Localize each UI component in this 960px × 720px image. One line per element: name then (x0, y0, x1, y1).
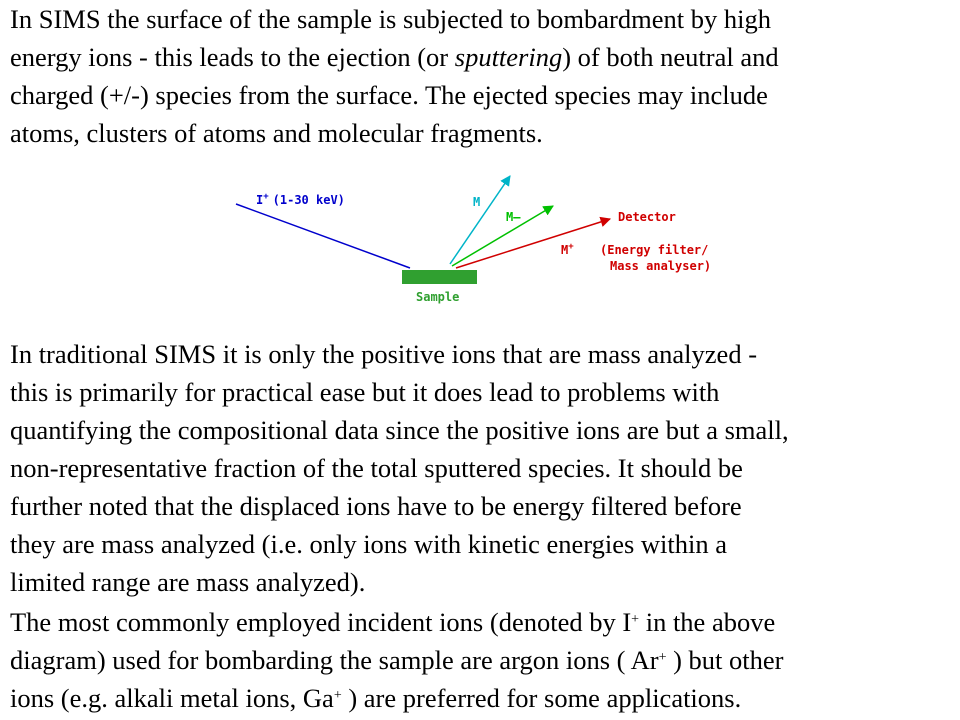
incident-ions-line-2-a: diagram) used for bombarding the sample are argon ions ( Ar (10, 645, 659, 675)
traditional-line-1: In traditional SIMS it is only the positive ions that are mass analyzed - (10, 339, 758, 369)
negative-label: M– (506, 210, 521, 224)
incident-beam (236, 204, 410, 268)
traditional-paragraph (10, 335, 955, 601)
incident-ions-paragraph (10, 603, 955, 717)
traditional-line-7: limited range are mass analyzed). (10, 567, 366, 597)
incident-ions-line-2 (10, 641, 955, 679)
sims-diagram (220, 160, 750, 310)
positive-ejection-arrow (456, 219, 610, 268)
traditional-line-5: further noted that the displaced ions have to be energy filtered before (10, 491, 742, 521)
filter-label-line1: (Energy filter/ (600, 243, 709, 257)
traditional-line-4: non-representative fraction of the total sputtered species. It should be (10, 453, 743, 483)
incident-ions-line-3-b: ) are preferred for some applications. (341, 683, 742, 713)
detector-label: Detector (618, 210, 676, 224)
sputtering-term: sputtering (454, 42, 563, 72)
traditional-line-6: they are mass analyzed (i.e. only ions with kinetic energies within a (10, 529, 728, 559)
traditional-line-3: quantifying the compositional data since the positive ions are but a small, (10, 415, 789, 445)
ion-charge-sup: + (631, 612, 640, 627)
incident-label: I+ (1-30 keV) (256, 192, 345, 207)
intro-line-1: In SIMS the surface of the sample is subjected to bombardment by high (10, 4, 771, 34)
negative-ejection-arrow (452, 206, 553, 266)
argon-charge-sup: + (658, 650, 667, 665)
incident-ions-line-3-a: ions (e.g. alkali metal ions, Ga (10, 683, 334, 713)
incident-ions-line-1-a: The most commonly employed incident ions (denoted by I (10, 607, 632, 637)
intro-line-2-end: ) of both neutral and (562, 42, 779, 72)
traditional-line-2: this is primarily for practical ease but it does lead to problems with (10, 377, 720, 407)
filter-label-line2: Mass analyser) (610, 259, 712, 273)
incident-ions-line-3 (10, 679, 955, 717)
incident-ions-line-1 (10, 603, 955, 641)
intro-line-2 (10, 38, 955, 76)
intro-line-3: charged (+/-) species from the surface. The ejected species may include (10, 80, 768, 110)
incident-ions-line-1-b: in the above (639, 607, 776, 637)
sample-block (402, 270, 477, 284)
gallium-charge-sup: + (333, 688, 342, 703)
neutral-label: M (473, 195, 481, 209)
intro-line-4: atoms, clusters of atoms and molecular fragments. (10, 118, 543, 148)
neutral-ejection-arrow (450, 176, 510, 264)
positive-label: M+ (561, 242, 574, 257)
incident-ions-line-2-b: ) but other (666, 645, 784, 675)
intro-paragraph (10, 0, 955, 152)
sample-label: Sample (416, 290, 460, 304)
intro-line-2-start: energy ions - this leads to the ejection (or (10, 42, 455, 72)
